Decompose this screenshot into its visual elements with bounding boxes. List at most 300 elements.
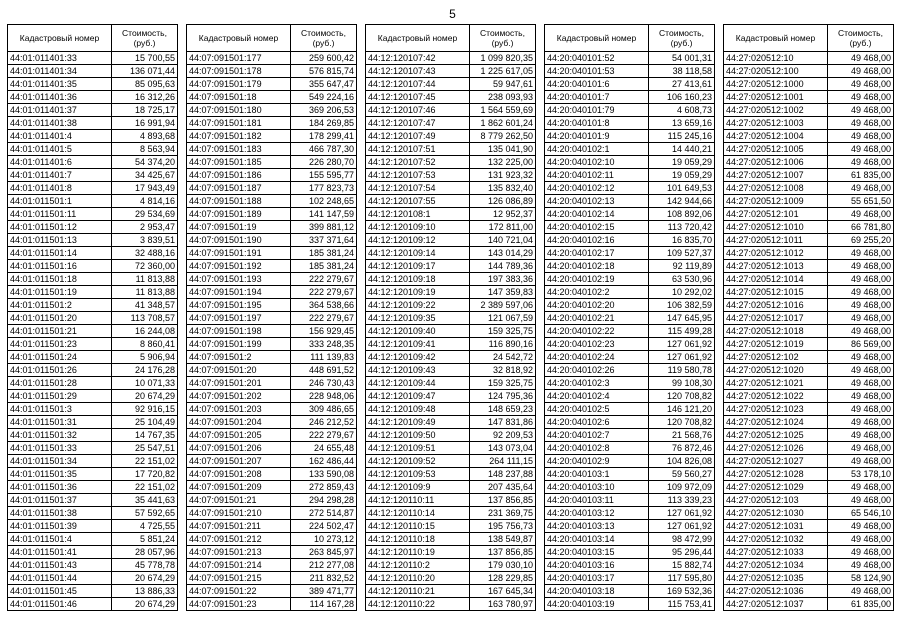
table-row (545, 182, 715, 195)
cost-cell: 25 104,49 (112, 416, 178, 429)
cost-cell: 222 279,67 (291, 312, 357, 325)
cost-cell: 49 468,00 (828, 494, 894, 507)
cadastral-number-cell: 44:07:091501:180 (187, 104, 291, 117)
cost-cell: 49 468,00 (828, 585, 894, 598)
table-row (724, 351, 894, 364)
cost-cell: 25 547,51 (112, 442, 178, 455)
cadastral-number-cell: 44:07:091501:23 (187, 598, 291, 611)
cadastral-number-cell: 44:20:040102:7 (545, 429, 649, 442)
cadastral-number-cell: 44:12:120107:44 (366, 78, 470, 91)
cost-cell: 22 151,02 (112, 481, 178, 494)
cost-cell: 137 856,85 (470, 494, 536, 507)
cadastral-number-cell: 44:07:091501:21 (187, 494, 291, 507)
cost-cell: 576 815,74 (291, 65, 357, 78)
table-row (187, 325, 357, 338)
table-header-row (545, 25, 715, 52)
table-row (545, 416, 715, 429)
cadastral-number-cell: 44:01:011401:5 (8, 143, 112, 156)
table-row (366, 377, 536, 390)
table-row (8, 390, 178, 403)
cost-cell: 127 061,92 (649, 507, 715, 520)
cadastral-table-4 (544, 24, 715, 611)
table-row (724, 377, 894, 390)
table-row (366, 91, 536, 104)
cadastral-number-cell: 44:07:091501:183 (187, 143, 291, 156)
table-header-row (366, 25, 536, 52)
cost-cell: 147 831,86 (470, 416, 536, 429)
table-row (724, 585, 894, 598)
cadastral-number-cell: 44:07:091501:205 (187, 429, 291, 442)
cost-cell: 207 435,64 (470, 481, 536, 494)
cadastral-number-cell: 44:01:011501:12 (8, 221, 112, 234)
cadastral-number-cell: 44:01:011501:18 (8, 273, 112, 286)
table-row (366, 299, 536, 312)
cadastral-number-cell: 44:07:091501:193 (187, 273, 291, 286)
cost-cell: 143 014,29 (470, 247, 536, 260)
cadastral-number-cell: 44:07:091501:198 (187, 325, 291, 338)
cost-cell: 49 468,00 (828, 377, 894, 390)
cadastral-number-cell: 44:27:020512:1008 (724, 182, 828, 195)
cadastral-number-cell: 44:27:020512:1017 (724, 312, 828, 325)
cadastral-number-cell: 44:01:011401:36 (8, 91, 112, 104)
cadastral-number-cell: 44:12:120109:40 (366, 325, 470, 338)
cadastral-number-cell: 44:27:020512:1026 (724, 442, 828, 455)
table-row (724, 520, 894, 533)
cadastral-number-cell: 44:20:040102:3 (545, 377, 649, 390)
cadastral-number-cell: 44:07:091501:178 (187, 65, 291, 78)
table-row (545, 351, 715, 364)
header-cost: Стоимость, (руб.) (112, 25, 178, 52)
cost-cell: 309 486,65 (291, 403, 357, 416)
header-cost: Стоимость, (руб.) (828, 25, 894, 52)
cadastral-number-cell: 44:01:011501:45 (8, 585, 112, 598)
cost-cell: 144 789,36 (470, 260, 536, 273)
cost-cell: 337 371,64 (291, 234, 357, 247)
cost-cell: 167 645,34 (470, 585, 536, 598)
table-row (724, 260, 894, 273)
cost-cell: 49 468,00 (828, 533, 894, 546)
table-row (366, 455, 536, 468)
table-row (724, 403, 894, 416)
cost-cell: 126 086,89 (470, 195, 536, 208)
cost-cell: 246 212,52 (291, 416, 357, 429)
cadastral-number-cell: 44:07:091501:208 (187, 468, 291, 481)
table-row (8, 481, 178, 494)
cost-cell: 16 991,94 (112, 117, 178, 130)
table-row (724, 65, 894, 78)
table-row (187, 273, 357, 286)
table-row (187, 91, 357, 104)
cost-cell: 138 549,87 (470, 533, 536, 546)
cadastral-number-cell: 44:12:120109:51 (366, 442, 470, 455)
table-row (187, 52, 357, 65)
cost-cell: 294 298,28 (291, 494, 357, 507)
cadastral-number-cell: 44:20:040102:23 (545, 338, 649, 351)
cost-cell: 116 890,16 (470, 338, 536, 351)
table-row (187, 481, 357, 494)
cadastral-number-cell: 44:20:040103:10 (545, 481, 649, 494)
cost-cell: 263 845,97 (291, 546, 357, 559)
cadastral-number-cell: 44:12:120110:20 (366, 572, 470, 585)
cost-cell: 102 248,65 (291, 195, 357, 208)
table-header-row (8, 25, 178, 52)
cost-cell: 17 720,82 (112, 468, 178, 481)
cost-cell: 10 071,33 (112, 377, 178, 390)
cost-cell: 49 468,00 (828, 325, 894, 338)
cadastral-number-cell: 44:27:020512:1028 (724, 468, 828, 481)
cadastral-number-cell: 44:27:020512:1013 (724, 260, 828, 273)
cost-cell: 12 952,37 (470, 208, 536, 221)
table-row (724, 455, 894, 468)
cost-cell: 29 534,69 (112, 208, 178, 221)
cadastral-number-cell: 44:07:091501:187 (187, 182, 291, 195)
table-row (8, 247, 178, 260)
cost-cell: 35 441,63 (112, 494, 178, 507)
cost-cell: 92 209,53 (470, 429, 536, 442)
cost-cell: 104 826,08 (649, 455, 715, 468)
cadastral-number-cell: 44:12:120109:43 (366, 364, 470, 377)
cadastral-number-cell: 44:27:020512:1021 (724, 377, 828, 390)
table-row (724, 468, 894, 481)
cost-cell: 49 468,00 (828, 481, 894, 494)
cost-cell: 399 881,12 (291, 221, 357, 234)
cadastral-number-cell: 44:12:120107:47 (366, 117, 470, 130)
table-row (8, 299, 178, 312)
table-row (8, 442, 178, 455)
cost-cell: 45 778,78 (112, 559, 178, 572)
table-row (724, 78, 894, 91)
cost-cell: 222 279,67 (291, 273, 357, 286)
header-cost: Стоимость, (руб.) (470, 25, 536, 52)
cadastral-number-cell: 44:27:020512:1027 (724, 455, 828, 468)
cadastral-number-cell: 44:27:020512:1030 (724, 507, 828, 520)
cost-cell: 1 225 617,05 (470, 65, 536, 78)
table-row (8, 416, 178, 429)
cadastral-number-cell: 44:20:040101:8 (545, 117, 649, 130)
cost-cell: 109 527,37 (649, 247, 715, 260)
cost-cell: 124 795,36 (470, 390, 536, 403)
cost-cell: 113 720,42 (649, 221, 715, 234)
cost-cell: 238 093,93 (470, 91, 536, 104)
table-row (8, 598, 178, 611)
cadastral-number-cell: 44:12:120109:35 (366, 312, 470, 325)
table-row (724, 156, 894, 169)
cadastral-number-cell: 44:01:011401:7 (8, 169, 112, 182)
cost-cell: 19 059,29 (649, 156, 715, 169)
table-row (366, 208, 536, 221)
cadastral-number-cell: 44:07:091501:202 (187, 390, 291, 403)
header-cost: Стоимость, (руб.) (649, 25, 715, 52)
cadastral-number-cell: 44:12:120110:2 (366, 559, 470, 572)
cost-cell: 49 468,00 (828, 117, 894, 130)
table-row (545, 195, 715, 208)
cost-cell: 120 708,82 (649, 390, 715, 403)
cadastral-number-cell: 44:20:040102:19 (545, 273, 649, 286)
cadastral-number-cell: 44:27:020512:1010 (724, 221, 828, 234)
cadastral-number-cell: 44:27:020512:1024 (724, 416, 828, 429)
cost-cell: 1 862 601,24 (470, 117, 536, 130)
cadastral-number-cell: 44:27:020512:100 (724, 65, 828, 78)
table-row (724, 182, 894, 195)
cadastral-number-cell: 44:01:011501:23 (8, 338, 112, 351)
cost-cell: 17 943,49 (112, 182, 178, 195)
table-row (545, 585, 715, 598)
table-row (545, 130, 715, 143)
cost-cell: 86 569,00 (828, 338, 894, 351)
cadastral-number-cell: 44:27:020512:1018 (724, 325, 828, 338)
cadastral-number-cell: 44:01:011401:34 (8, 65, 112, 78)
cost-cell: 136 071,44 (112, 65, 178, 78)
table-row (8, 520, 178, 533)
cadastral-number-cell: 44:20:040103:1 (545, 468, 649, 481)
cadastral-number-cell: 44:07:091501:203 (187, 403, 291, 416)
table-row (545, 429, 715, 442)
table-row (8, 455, 178, 468)
cost-cell: 272 514,87 (291, 507, 357, 520)
table-row (366, 65, 536, 78)
table-row (545, 442, 715, 455)
cost-cell: 2 389 597,06 (470, 299, 536, 312)
cadastral-number-cell: 44:27:020512:1003 (724, 117, 828, 130)
cadastral-number-cell: 44:20:040102:18 (545, 260, 649, 273)
cost-cell: 115 753,41 (649, 598, 715, 611)
cadastral-number-cell: 44:01:011501:14 (8, 247, 112, 260)
cost-cell: 169 532,36 (649, 585, 715, 598)
cost-cell: 222 279,67 (291, 286, 357, 299)
table-row (8, 221, 178, 234)
cadastral-number-cell: 44:01:011501:2 (8, 299, 112, 312)
table-row (366, 520, 536, 533)
cost-cell: 24 176,28 (112, 364, 178, 377)
cost-cell: 131 923,32 (470, 169, 536, 182)
table-row (724, 52, 894, 65)
cost-cell: 140 721,04 (470, 234, 536, 247)
table-row (724, 312, 894, 325)
table-row (545, 468, 715, 481)
cadastral-table-5 (723, 24, 894, 611)
cost-cell: 49 468,00 (828, 520, 894, 533)
cadastral-number-cell: 44:12:120107:42 (366, 52, 470, 65)
table-row (366, 416, 536, 429)
cost-cell: 49 468,00 (828, 52, 894, 65)
cadastral-number-cell: 44:27:020512:1014 (724, 273, 828, 286)
table-row (366, 351, 536, 364)
table-row (366, 221, 536, 234)
table-row (8, 533, 178, 546)
cadastral-number-cell: 44:27:020512:101 (724, 208, 828, 221)
cadastral-number-cell: 44:12:120107:45 (366, 91, 470, 104)
table-row (724, 247, 894, 260)
cadastral-number-cell: 44:12:120109:50 (366, 429, 470, 442)
table-row (545, 507, 715, 520)
cadastral-number-cell: 44:20:040102:13 (545, 195, 649, 208)
cadastral-number-cell: 44:27:020512:1029 (724, 481, 828, 494)
cost-cell: 159 325,75 (470, 325, 536, 338)
cadastral-number-cell: 44:12:120110:21 (366, 585, 470, 598)
cost-cell: 85 095,63 (112, 78, 178, 91)
table-row (187, 598, 357, 611)
cadastral-number-cell: 44:12:120110:15 (366, 520, 470, 533)
cadastral-number-cell: 44:07:091501:210 (187, 507, 291, 520)
cost-cell: 24 542,72 (470, 351, 536, 364)
cost-cell: 54 374,20 (112, 156, 178, 169)
cadastral-number-cell: 44:07:091501:185 (187, 156, 291, 169)
table-row (187, 429, 357, 442)
cadastral-number-cell: 44:27:020512:1033 (724, 546, 828, 559)
cost-cell: 222 279,67 (291, 429, 357, 442)
cost-cell: 156 929,45 (291, 325, 357, 338)
page-number: 5 (449, 7, 456, 21)
cost-cell: 195 756,73 (470, 520, 536, 533)
table-row (187, 221, 357, 234)
table-row (8, 403, 178, 416)
table-row (366, 546, 536, 559)
table-row (366, 403, 536, 416)
cost-cell: 19 059,29 (649, 169, 715, 182)
cadastral-number-cell: 44:20:040102:1 (545, 143, 649, 156)
cost-cell: 49 468,00 (828, 156, 894, 169)
cost-cell: 92 916,15 (112, 403, 178, 416)
table-row (366, 260, 536, 273)
cost-cell: 101 649,53 (649, 182, 715, 195)
table-row (187, 390, 357, 403)
cost-cell: 49 468,00 (828, 559, 894, 572)
cost-cell: 4 893,68 (112, 130, 178, 143)
header-cadastral-number: Кадастровый номер (366, 25, 470, 52)
cost-cell: 148 659,23 (470, 403, 536, 416)
cost-cell: 38 118,58 (649, 65, 715, 78)
cadastral-number-cell: 44:01:011501:43 (8, 559, 112, 572)
table-row (187, 156, 357, 169)
cost-cell: 106 160,23 (649, 91, 715, 104)
table-row (724, 234, 894, 247)
cadastral-number-cell: 44:07:091501:19 (187, 221, 291, 234)
cost-cell: 109 972,09 (649, 481, 715, 494)
table-row (187, 468, 357, 481)
cadastral-number-cell: 44:07:091501:195 (187, 299, 291, 312)
cadastral-number-cell: 44:20:040102:20 (545, 299, 649, 312)
table-row (8, 494, 178, 507)
cost-cell: 4 608,73 (649, 104, 715, 117)
cadastral-number-cell: 44:07:091501:22 (187, 585, 291, 598)
cadastral-number-cell: 44:12:120110:19 (366, 546, 470, 559)
cadastral-number-cell: 44:20:040102:22 (545, 325, 649, 338)
table-row (366, 234, 536, 247)
table-row (724, 169, 894, 182)
table-row (187, 520, 357, 533)
table-row (366, 273, 536, 286)
cost-cell: 49 468,00 (828, 416, 894, 429)
cost-cell: 34 425,67 (112, 169, 178, 182)
cost-cell: 185 381,24 (291, 247, 357, 260)
cost-cell: 127 061,92 (649, 520, 715, 533)
cost-cell: 49 468,00 (828, 351, 894, 364)
table-row (8, 104, 178, 117)
table-row (545, 169, 715, 182)
cadastral-number-cell: 44:12:120109:10 (366, 221, 470, 234)
cadastral-number-cell: 44:27:020512:1020 (724, 364, 828, 377)
cadastral-number-cell: 44:12:120107:52 (366, 156, 470, 169)
cost-cell: 137 856,85 (470, 546, 536, 559)
table-row (366, 338, 536, 351)
table-row (8, 52, 178, 65)
table-row (545, 377, 715, 390)
cost-cell: 228 948,06 (291, 390, 357, 403)
table-row (187, 247, 357, 260)
cadastral-number-cell: 44:20:040102:11 (545, 169, 649, 182)
header-cadastral-number: Кадастровый номер (187, 25, 291, 52)
table-row (724, 533, 894, 546)
cadastral-number-cell: 44:07:091501:189 (187, 208, 291, 221)
cost-cell: 111 139,83 (291, 351, 357, 364)
table-row (545, 273, 715, 286)
table-row (187, 351, 357, 364)
cost-cell: 24 655,48 (291, 442, 357, 455)
cost-cell: 49 468,00 (828, 429, 894, 442)
table-row (545, 260, 715, 273)
cost-cell: 99 108,30 (649, 377, 715, 390)
cost-cell: 20 674,29 (112, 390, 178, 403)
cadastral-number-cell: 44:27:020512:1032 (724, 533, 828, 546)
cost-cell: 18 725,17 (112, 104, 178, 117)
table-row (187, 494, 357, 507)
table-row (724, 507, 894, 520)
cost-cell: 49 468,00 (828, 390, 894, 403)
cadastral-number-cell: 44:27:020512:1034 (724, 559, 828, 572)
cost-cell: 49 468,00 (828, 65, 894, 78)
cost-cell: 49 468,00 (828, 208, 894, 221)
cost-cell: 141 147,59 (291, 208, 357, 221)
table-row (545, 338, 715, 351)
table-row (8, 169, 178, 182)
cost-cell: 54 001,31 (649, 52, 715, 65)
table-row (8, 65, 178, 78)
cadastral-number-cell: 44:01:011501:33 (8, 442, 112, 455)
cost-cell: 66 781,80 (828, 221, 894, 234)
cost-cell: 49 468,00 (828, 247, 894, 260)
header-cadastral-number: Кадастровый номер (724, 25, 828, 52)
cost-cell: 76 872,46 (649, 442, 715, 455)
cadastral-number-cell: 44:01:011501:24 (8, 351, 112, 364)
cost-cell: 121 067,59 (470, 312, 536, 325)
cost-cell: 27 413,61 (649, 78, 715, 91)
cadastral-number-cell: 44:27:020512:1006 (724, 156, 828, 169)
cost-cell: 226 280,70 (291, 156, 357, 169)
cadastral-number-cell: 44:27:020512:1004 (724, 130, 828, 143)
cadastral-number-cell: 44:12:120109:53 (366, 468, 470, 481)
table-row (545, 234, 715, 247)
table-row (187, 260, 357, 273)
cadastral-number-cell: 44:12:120109:9 (366, 481, 470, 494)
table-row (187, 403, 357, 416)
cost-cell: 120 708,82 (649, 416, 715, 429)
cadastral-number-cell: 44:07:091501:197 (187, 312, 291, 325)
cost-cell: 49 468,00 (828, 546, 894, 559)
table-row (187, 442, 357, 455)
cadastral-number-cell: 44:07:091501:204 (187, 416, 291, 429)
cadastral-number-cell: 44:12:120109:41 (366, 338, 470, 351)
cost-cell: 14 440,21 (649, 143, 715, 156)
cost-cell: 49 468,00 (828, 364, 894, 377)
table-row (366, 364, 536, 377)
table-row (8, 260, 178, 273)
cadastral-number-cell: 44:07:091501:212 (187, 533, 291, 546)
cadastral-number-cell: 44:07:091501:194 (187, 286, 291, 299)
cost-cell: 466 787,30 (291, 143, 357, 156)
table-row (366, 182, 536, 195)
table-row (545, 546, 715, 559)
cadastral-number-cell: 44:20:040101:9 (545, 130, 649, 143)
